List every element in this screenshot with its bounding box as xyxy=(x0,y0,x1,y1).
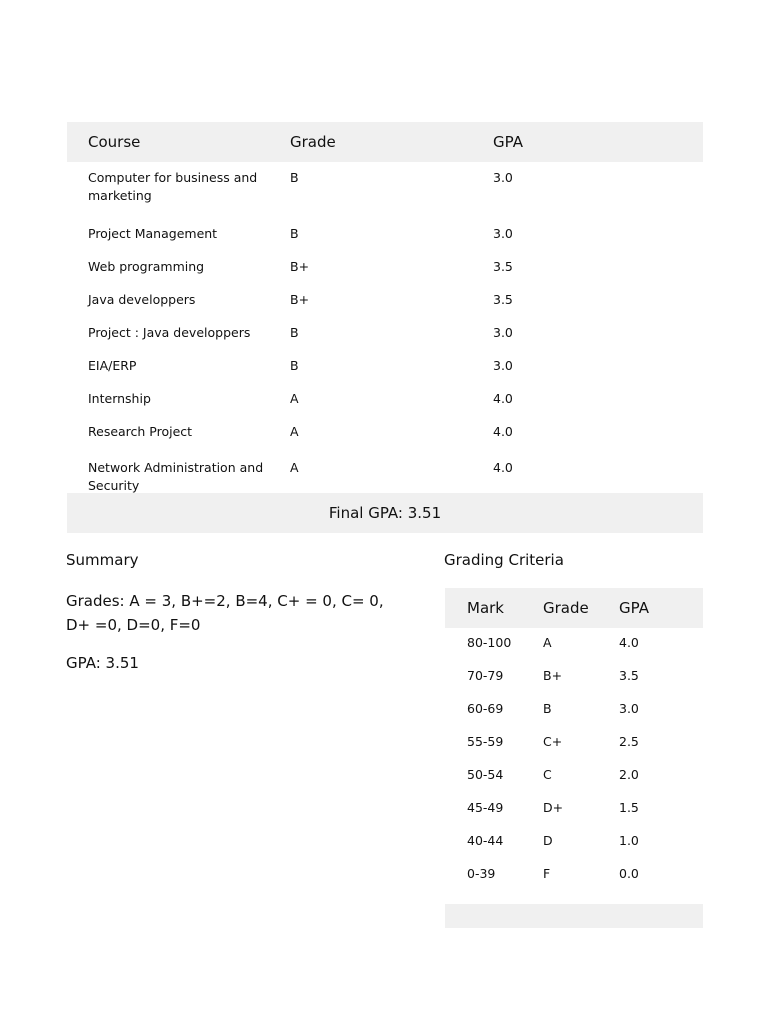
header-grade: Grade xyxy=(543,599,589,617)
criteria-gpa: 0.0 xyxy=(619,866,639,881)
mark-range: 0-39 xyxy=(467,866,496,881)
criteria-grade: A xyxy=(543,635,552,650)
header-gpa: GPA xyxy=(493,133,523,151)
course-gpa: 4.0 xyxy=(493,391,513,406)
course-grade: A xyxy=(290,460,299,475)
header-mark: Mark xyxy=(467,599,504,617)
table-row xyxy=(445,634,703,667)
grading-criteria-title: Grading Criteria xyxy=(444,551,564,569)
course-name: Web programming xyxy=(88,259,205,274)
course-table-header xyxy=(67,122,703,162)
criteria-gpa: 1.5 xyxy=(619,800,639,815)
course-gpa: 3.0 xyxy=(493,170,513,185)
course-gpa: 4.0 xyxy=(493,460,513,475)
course-name: Computer for business and marketing xyxy=(88,170,258,203)
criteria-gpa: 1.0 xyxy=(619,833,639,848)
course-grade: B+ xyxy=(290,259,310,274)
course-table-body xyxy=(67,162,703,500)
criteria-gpa: 3.0 xyxy=(619,701,639,716)
course-name: Internship xyxy=(88,391,151,406)
criteria-gpa: 2.0 xyxy=(619,767,639,782)
table-row xyxy=(445,733,703,766)
header-grade: Grade xyxy=(290,133,336,151)
mark-range: 55-59 xyxy=(467,734,504,749)
criteria-grade: B+ xyxy=(543,668,563,683)
course-grade: B xyxy=(290,170,299,185)
course-gpa: 3.5 xyxy=(493,292,513,307)
mark-range: 45-49 xyxy=(467,800,504,815)
grading-criteria-table xyxy=(445,588,703,928)
mark-range: 80-100 xyxy=(467,635,512,650)
table-row xyxy=(445,667,703,700)
final-gpa: Final GPA: 3.51 xyxy=(67,493,703,533)
table-row xyxy=(67,162,703,219)
course-grade: B+ xyxy=(290,292,310,307)
criteria-grade: D+ xyxy=(543,800,564,815)
table-row xyxy=(67,219,703,252)
criteria-gpa: 3.5 xyxy=(619,668,639,683)
table-row xyxy=(67,318,703,351)
table-row xyxy=(445,700,703,733)
course-grade: B xyxy=(290,358,299,373)
table-row xyxy=(67,384,703,417)
table-row xyxy=(445,766,703,799)
course-grade: A xyxy=(290,391,299,406)
criteria-grade: B xyxy=(543,701,552,716)
course-gpa: 4.0 xyxy=(493,424,513,439)
criteria-gpa: 4.0 xyxy=(619,635,639,650)
mark-range: 40-44 xyxy=(467,833,504,848)
criteria-grade: F xyxy=(543,866,551,881)
course-name: EIA/ERP xyxy=(88,358,137,373)
header-gpa: GPA xyxy=(619,599,649,617)
course-gpa: 3.5 xyxy=(493,259,513,274)
table-row xyxy=(67,285,703,318)
criteria-table-header xyxy=(445,588,703,628)
table-row xyxy=(67,252,703,285)
criteria-grade: C xyxy=(543,767,552,782)
course-name: Java developpers xyxy=(88,292,196,307)
table-row xyxy=(67,351,703,384)
table-row xyxy=(445,832,703,865)
course-name: Network Administration and Security xyxy=(88,460,264,493)
course-gpa: 3.0 xyxy=(493,226,513,241)
criteria-table-body xyxy=(445,628,703,898)
course-grade: B xyxy=(290,325,299,340)
summary-title: Summary xyxy=(66,551,139,569)
mark-range: 60-69 xyxy=(467,701,504,716)
course-name: Project : Java developpers xyxy=(88,325,251,340)
course-grade: A xyxy=(290,424,299,439)
table-row xyxy=(445,865,703,898)
criteria-grade: C+ xyxy=(543,734,563,749)
criteria-grade: D xyxy=(543,833,553,848)
header-course: Course xyxy=(88,133,141,151)
summary-grades: Grades: A = 3, B+=2, B=4, C+ = 0, C= 0, D+ =0, D=0, F=0 xyxy=(66,592,384,634)
course-gpa: 3.0 xyxy=(493,325,513,340)
mark-range: 70-79 xyxy=(467,668,504,683)
summary-gpa: GPA: 3.51 xyxy=(66,654,139,672)
table-row xyxy=(445,799,703,832)
course-name: Project Management xyxy=(88,226,218,241)
course-grade: B xyxy=(290,226,299,241)
criteria-table-footer xyxy=(445,904,703,928)
course-table xyxy=(67,122,703,500)
criteria-gpa: 2.5 xyxy=(619,734,639,749)
course-name: Research Project xyxy=(88,424,193,439)
mark-range: 50-54 xyxy=(467,767,504,782)
course-gpa: 3.0 xyxy=(493,358,513,373)
table-row xyxy=(67,417,703,450)
